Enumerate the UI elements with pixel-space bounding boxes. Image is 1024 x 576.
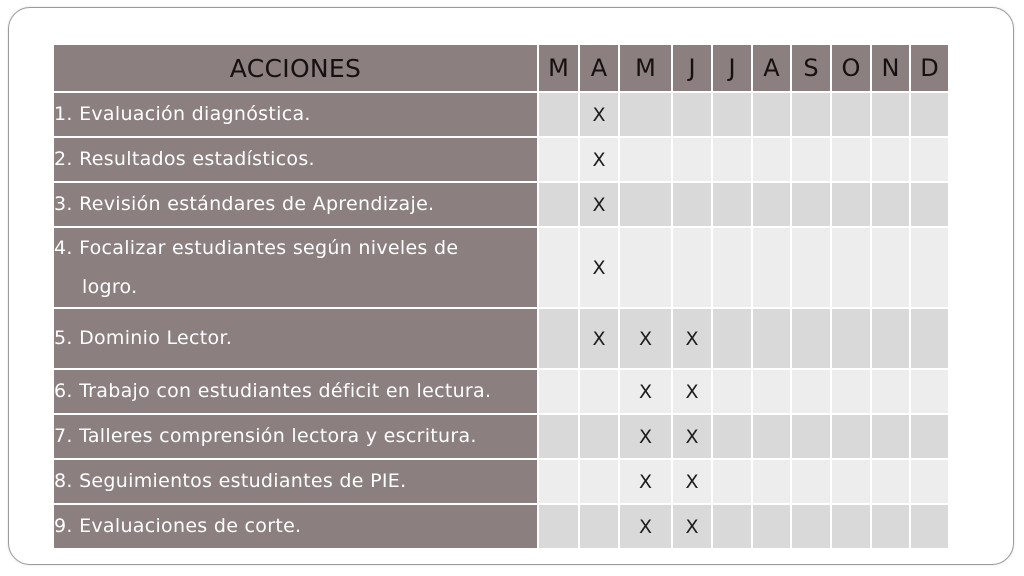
schedule-cell (752, 92, 791, 137)
schedule-cell (579, 369, 619, 414)
schedule-cell (712, 414, 752, 459)
schedule-cell (791, 92, 831, 137)
schedule-cell (791, 414, 831, 459)
schedule-cell (791, 369, 831, 414)
schedule-cell (712, 92, 752, 137)
schedule-cell (871, 414, 910, 459)
table-row (53, 414, 949, 459)
table-row (53, 308, 949, 369)
schedule-cell (712, 504, 752, 549)
month-header-oct: O (831, 44, 871, 92)
schedule-cell (871, 92, 910, 137)
schedule-cell: X (672, 504, 712, 549)
month-header-aug: A (752, 44, 791, 92)
schedule-cell (871, 137, 910, 182)
table-row (53, 182, 949, 227)
table-row (53, 92, 949, 137)
month-header-sep: S (791, 44, 831, 92)
schedule-cell (752, 182, 791, 227)
schedule-cell (712, 137, 752, 182)
schedule-cell: X (619, 459, 672, 504)
schedule-cell (672, 92, 712, 137)
action-label: 6. Trabajo con estudiantes déficit en lectura. (53, 369, 538, 414)
schedule-cell (712, 459, 752, 504)
schedule-cell (752, 414, 791, 459)
schedule-cell (579, 504, 619, 549)
action-label-line1: 4. Focalizar estudiantes según niveles de (54, 236, 459, 259)
schedule-cell (831, 227, 871, 308)
schedule-cell (712, 308, 752, 369)
schedule-cell (538, 92, 579, 137)
schedule-cell (672, 137, 712, 182)
header-row (53, 44, 949, 92)
schedule-cell: X (579, 92, 619, 137)
action-label: 7. Talleres comprensión lectora y escritura. (53, 414, 538, 459)
month-header-nov: N (871, 44, 910, 92)
schedule-cell (910, 308, 949, 369)
schedule-cell (910, 182, 949, 227)
schedule-cell (831, 414, 871, 459)
table-row (53, 369, 949, 414)
schedule-cell (672, 182, 712, 227)
schedule-cell (831, 92, 871, 137)
schedule-cell: X (619, 308, 672, 369)
schedule-cell (752, 227, 791, 308)
schedule-cell (579, 459, 619, 504)
schedule-cell (619, 227, 672, 308)
schedule-cell (538, 414, 579, 459)
schedule-cell (791, 227, 831, 308)
schedule-cell (871, 308, 910, 369)
actions-header: ACCIONES (53, 44, 538, 92)
schedule-cell (752, 137, 791, 182)
schedule-cell (910, 227, 949, 308)
action-label: 5. Dominio Lector. (53, 308, 538, 369)
table-row (53, 227, 949, 308)
month-header-apr: A (579, 44, 619, 92)
table-row (53, 459, 949, 504)
schedule-cell: X (672, 459, 712, 504)
month-header-jul: J (712, 44, 752, 92)
schedule-cell (619, 137, 672, 182)
schedule-cell: X (579, 227, 619, 308)
action-label (53, 227, 538, 308)
schedule-cell: X (619, 369, 672, 414)
schedule-cell (791, 504, 831, 549)
schedule-cell (871, 369, 910, 414)
schedule-cell (831, 459, 871, 504)
schedule-cell (538, 308, 579, 369)
schedule-cell (910, 369, 949, 414)
schedule-cell: X (672, 308, 712, 369)
schedule-cell (752, 459, 791, 504)
schedule-cell: X (619, 414, 672, 459)
table-row (53, 504, 949, 549)
schedule-cell (871, 227, 910, 308)
schedule-cell (538, 227, 579, 308)
schedule-cell (538, 504, 579, 549)
schedule-cell: X (619, 504, 672, 549)
schedule-cell (538, 137, 579, 182)
schedule-cell (712, 227, 752, 308)
schedule-cell (910, 137, 949, 182)
schedule-cell: X (672, 369, 712, 414)
schedule-cell (619, 182, 672, 227)
schedule-cell (752, 504, 791, 549)
schedule-cell (712, 182, 752, 227)
action-label-line2: logro. (82, 275, 138, 298)
schedule-cell (910, 414, 949, 459)
month-header-jun: J (672, 44, 712, 92)
schedule-cell (831, 137, 871, 182)
month-header-mar: M (538, 44, 579, 92)
schedule-cell (752, 308, 791, 369)
schedule-cell (831, 308, 871, 369)
schedule-cell (538, 369, 579, 414)
schedule-cell (791, 308, 831, 369)
action-label: 9. Evaluaciones de corte. (53, 504, 538, 549)
schedule-cell (910, 92, 949, 137)
schedule-cell (871, 182, 910, 227)
schedule-cell (538, 182, 579, 227)
schedule-cell (579, 414, 619, 459)
month-header-may: M (619, 44, 672, 92)
month-header-dec: D (910, 44, 949, 92)
schedule-cell (672, 227, 712, 308)
schedule-cell (791, 137, 831, 182)
schedule-cell (791, 459, 831, 504)
schedule-cell (910, 504, 949, 549)
table-row (53, 137, 949, 182)
schedule-cell: X (672, 414, 712, 459)
action-label: 8. Seguimientos estudiantes de PIE. (53, 459, 538, 504)
schedule-cell: X (579, 137, 619, 182)
schedule-cell: X (579, 308, 619, 369)
schedule-cell (619, 92, 672, 137)
schedule-cell (871, 504, 910, 549)
schedule-cell (538, 459, 579, 504)
action-label: 2. Resultados estadísticos. (53, 137, 538, 182)
schedule-cell (831, 504, 871, 549)
schedule-cell (910, 459, 949, 504)
schedule-cell (752, 369, 791, 414)
schedule-cell (871, 459, 910, 504)
schedule-cell (831, 182, 871, 227)
action-label: 3. Revisión estándares de Aprendizaje. (53, 182, 538, 227)
action-label: 1. Evaluación diagnóstica. (53, 92, 538, 137)
schedule-cell (831, 369, 871, 414)
action-plan-table (52, 43, 950, 550)
schedule-cell (712, 369, 752, 414)
schedule-cell (791, 182, 831, 227)
schedule-cell: X (579, 182, 619, 227)
